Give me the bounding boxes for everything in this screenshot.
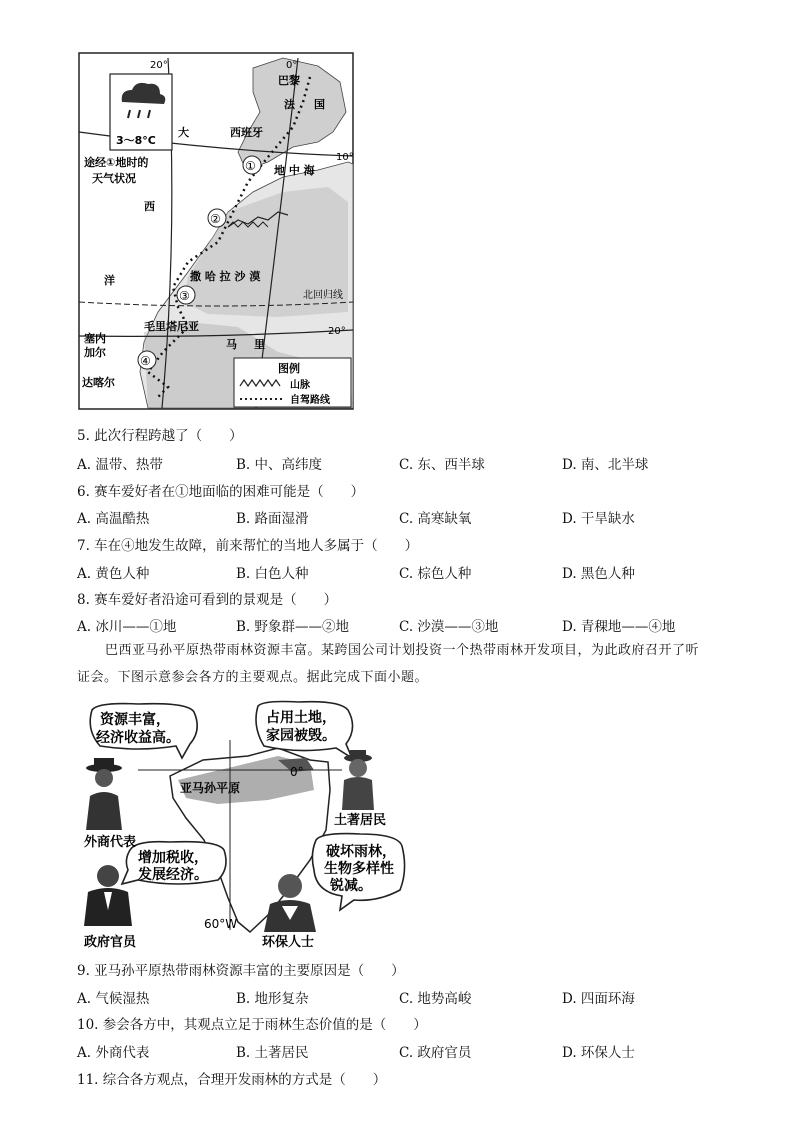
hearing-figure-svg [78, 700, 408, 952]
option-c[interactable]: C. 沙漠——③地 [399, 619, 499, 635]
native-resident-figure-icon [342, 750, 374, 810]
marker-1: ① [245, 159, 256, 173]
bubble-native-line-2: 家园被毁。 [266, 728, 336, 744]
option-b[interactable]: B. 地形复杂 [236, 991, 309, 1007]
option-c[interactable]: C. 东、西半球 [399, 457, 485, 473]
senegal-label-2: 加尔 [84, 346, 106, 359]
question-5-stem: 5. 此次行程跨越了（ ） [77, 428, 243, 444]
question-9-stem: 9. 亚马孙平原热带雨林资源丰富的主要原因是（ ） [77, 963, 405, 979]
lon-label-zero: 0° [286, 60, 298, 71]
weather-caption-2: 天气状况 [92, 172, 136, 185]
mauritania-label: 毛里塔尼亚 [144, 320, 199, 333]
option-a[interactable]: A. 外商代表 [77, 1045, 150, 1061]
person-env-label: 环保人士 [262, 935, 315, 950]
weather-caption-1: 途经①地时的 [84, 156, 149, 169]
option-b[interactable]: B. 中、高纬度 [236, 457, 323, 473]
option-a[interactable]: A. 气候湿热 [77, 991, 150, 1007]
dakar-label: 达喀尔 [82, 376, 115, 389]
bubble-env-line-3: 锐减。 [330, 878, 372, 894]
option-d[interactable]: D. 黑色人种 [562, 566, 635, 582]
question-6-stem: 6. 赛车爱好者在①地面临的困难可能是（ ） [77, 484, 365, 500]
passage-line-2: 证会。下图示意参会各方的主要观点。据此完成下面小题。 [77, 670, 429, 685]
passage-line-1: 巴西亚马孙平原热带雨林资源丰富。某跨国公司计划投资一个热带雨林开发项目，为此政府召开了听 [105, 643, 700, 658]
bubble-foreign-line-2: 经济收益高。 [96, 730, 180, 746]
hearing-figure [78, 700, 408, 952]
lat-label-20: 20° [328, 326, 346, 337]
option-d[interactable]: D. 四面环海 [562, 991, 635, 1007]
option-d[interactable]: D. 青稞地——④地 [562, 619, 676, 635]
question-11-stem: 11. 综合各方观点，合理开发雨林的方式是（ ） [77, 1072, 387, 1088]
bubble-env-line-1: 破坏雨林， [326, 844, 396, 860]
legend-route: 自驾路线 [290, 395, 330, 406]
option-a[interactable]: A. 冰川——①地 [77, 619, 177, 635]
place-spain: 西班牙 [230, 126, 263, 139]
bubble-government-line-2: 发展经济。 [138, 867, 208, 883]
option-a[interactable]: A. 高温酷热 [77, 511, 150, 527]
ocean-label-2: 西 [144, 200, 155, 213]
question-10-stem: 10. 参会各方中，其观点立足于雨林生态价值的是（ ） [77, 1017, 427, 1033]
person-foreign-label: 外商代表 [84, 835, 137, 850]
option-d[interactable]: D. 干旱缺水 [562, 511, 635, 527]
person-native-label: 土著居民 [334, 813, 387, 828]
option-c[interactable]: C. 棕色人种 [399, 566, 472, 582]
person-government-label: 政府官员 [84, 935, 137, 950]
option-b[interactable]: B. 土著居民 [236, 1045, 309, 1061]
option-b[interactable]: B. 野象群——②地 [236, 619, 350, 635]
place-france-1: 法 [284, 98, 295, 111]
lon-label-10: 10° [336, 152, 354, 163]
place-paris: 巴黎 [278, 74, 300, 87]
question-8-stem: 8. 赛车爱好者沿途可看到的景观是（ ） [77, 592, 338, 608]
bubble-env-line-2: 生物多样性 [324, 861, 394, 877]
lat-label-top: 20° [150, 60, 168, 71]
option-c[interactable]: C. 政府官员 [399, 1045, 472, 1061]
senegal-label-1: 塞内 [84, 332, 106, 345]
option-a[interactable]: A. 温带、热带 [77, 457, 163, 473]
equator-label: 0° [290, 765, 304, 779]
option-d[interactable]: D. 南、北半球 [562, 457, 649, 473]
bubble-native-line-1: 占用土地， [266, 710, 336, 726]
option-c[interactable]: C. 地势高峻 [399, 991, 472, 1007]
route-map-figure [78, 52, 354, 410]
option-b[interactable]: B. 白色人种 [236, 566, 309, 582]
government-official-figure-icon [84, 865, 132, 926]
route-map-svg [78, 52, 354, 410]
amazon-label: 亚马孙平原 [180, 781, 241, 795]
ocean-label-3: 洋 [104, 274, 115, 287]
tropic-label: 北回归线 [303, 290, 343, 301]
legend-mountain: 山脉 [290, 380, 310, 391]
legend-title: 图例 [278, 362, 300, 375]
question-7-stem: 7. 车在④地发生故障，前来帮忙的当地人多属于（ ） [77, 538, 419, 554]
option-c[interactable]: C. 高寒缺氧 [399, 511, 472, 527]
option-a[interactable]: A. 黄色人种 [77, 566, 150, 582]
bubble-foreign-line-1: 资源丰富， [100, 712, 170, 728]
option-b[interactable]: B. 路面湿滑 [236, 511, 309, 527]
mali-label-1: 马 [226, 338, 237, 351]
weather-temp: 3～8°C [116, 134, 156, 147]
meridian-label: 60°W [204, 917, 238, 931]
place-france-2: 国 [314, 98, 325, 111]
option-d[interactable]: D. 环保人士 [562, 1045, 635, 1061]
passage [77, 637, 717, 691]
sahara-label: 撒 哈 拉 沙 漠 [190, 270, 261, 283]
bubble-government-line-1: 增加税收， [138, 850, 208, 866]
mali-label-2: 里 [254, 338, 265, 351]
marker-2: ② [210, 212, 221, 226]
foreign-rep-figure-icon [86, 758, 122, 830]
marker-4: ④ [140, 354, 151, 368]
place-med: 地 中 海 [274, 164, 315, 177]
marker-3: ③ [179, 289, 190, 303]
ocean-label-1: 大 [178, 126, 189, 139]
